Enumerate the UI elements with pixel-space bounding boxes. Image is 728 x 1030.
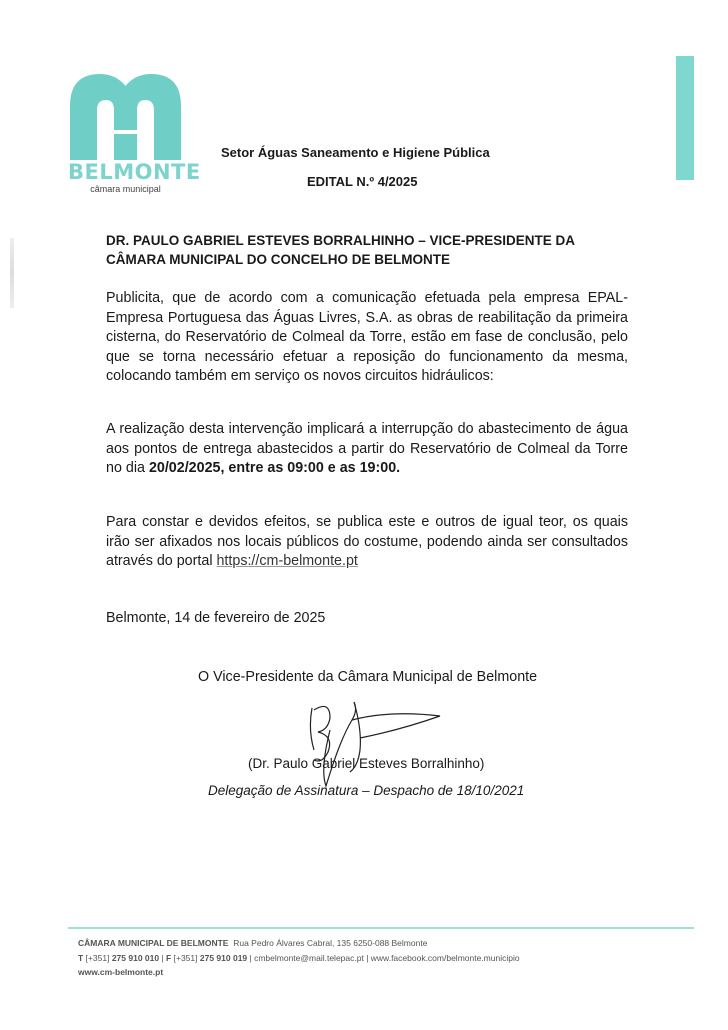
handwritten-signature <box>300 690 450 790</box>
paragraph-3-text: Para constar e devidos efeitos, se publica este e outros de igual teor, os quais irão ser afixados nos locais públicos do costume, podendo ainda ser consultados através do portal <box>106 514 628 569</box>
paragraph-3 <box>106 513 628 572</box>
paragraph-1: Publicita, que de acordo com a comunicação efetuada pela empresa EPAL-Empresa Portuguesa das Águas Livres, S.A. as obras de reabilitação da primeira cisterna, do Reservatório de Colmeal da Torre, estão em fase de conclusão, pelo que se torna necessário efetuar a reposição do funcionamento da mesma, colocando também em serviço os novos circuitos hidráulicos: <box>106 290 628 384</box>
paragraph-2 <box>106 420 628 479</box>
portal-link[interactable]: https://cm-belmonte.pt <box>216 553 358 569</box>
edital-number: EDITAL N.º 4/2025 <box>307 174 418 189</box>
paragraph-2-end: . <box>396 460 401 476</box>
document-heading: DR. PAULO GABRIEL ESTEVES BORRALHINHO – VICE-PRESIDENTE DA CÂMARA MUNICIPAL DO CONCELHO DE BELMONTE <box>106 233 575 267</box>
signatory-title: O Vice-Presidente da Câmara Municipal de Belmonte <box>198 669 538 685</box>
fax-label: F <box>166 953 172 963</box>
footer-facebook[interactable]: www.facebook.com/belmonte.municipio <box>370 953 520 963</box>
phone-number: 275 910 010 <box>111 953 160 963</box>
scan-mark <box>10 238 14 308</box>
sector-title: Setor Águas Saneamento e Higiene Pública <box>221 145 490 160</box>
logo-subtitle: câmara municipal <box>90 184 161 194</box>
fax-prefix: [+351] <box>173 953 198 963</box>
footer-website[interactable]: www.cm-belmonte.pt <box>78 967 164 977</box>
fax-number: 275 910 019 <box>199 953 248 963</box>
footer-divider <box>68 927 694 929</box>
footer-contacts: T [+351] 275 910 010 | F [+351] 275 910 019 | cmbelmonte@mail.telepac.pt | www.facebook.com/belmonte.municipio <box>78 953 520 963</box>
footer-email[interactable]: cmbelmonte@mail.telepac.pt <box>254 953 364 963</box>
footer-street: Rua Pedro Álvares Cabral, 135 6250-088 Belmonte <box>233 938 428 948</box>
phone-prefix: [+351] <box>85 953 110 963</box>
logo-wordmark: BELMONTE <box>68 160 201 184</box>
document-date: Belmonte, 14 de fevereiro de 2025 <box>106 610 326 626</box>
footer-org: CÂMARA MUNICIPAL DE BELMONTE <box>78 938 229 948</box>
footer-website-line <box>78 967 163 977</box>
signatory-name: (Dr. Paulo Gabriel Esteves Borralhinho) <box>248 756 485 771</box>
footer-address <box>78 938 427 948</box>
delegation-note: Delegação de Assinatura – Despacho de 18/10/2021 <box>208 783 525 798</box>
accent-bar <box>676 56 694 180</box>
interruption-date: 20/02/2025, entre as 09:00 e as 19:00 <box>148 460 397 476</box>
paragraph-2-text: A realização desta intervenção implicará a interrupção do abastecimento de água aos pontos de entrega abastecidos a partir do Reservatório de Colmeal da Torre no dia <box>106 421 628 476</box>
phone-label: T <box>78 953 84 963</box>
